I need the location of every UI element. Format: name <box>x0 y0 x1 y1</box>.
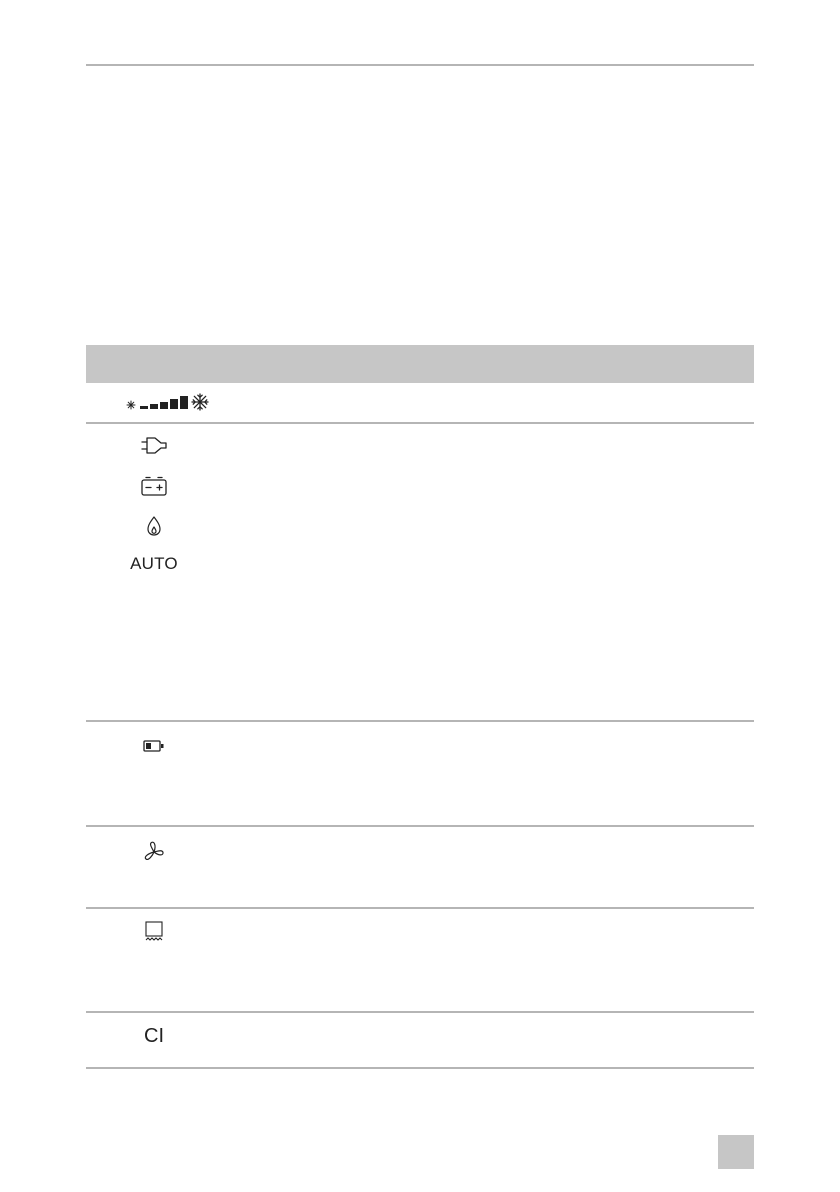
table-header <box>86 345 754 383</box>
plug-icon <box>128 435 180 457</box>
table-row-ci <box>86 1013 754 1069</box>
auto-mode-symbol <box>114 553 194 575</box>
ci-symbol <box>128 1025 180 1047</box>
fan-icon <box>128 841 180 863</box>
top-rule <box>86 64 754 66</box>
table-row-defrost <box>86 909 754 1013</box>
table-row-temperature <box>86 383 754 424</box>
table-row-low-battery <box>86 722 754 827</box>
ci-label: CI <box>144 1024 164 1047</box>
flame-icon <box>128 515 180 537</box>
snowflake-level-bars-icon <box>122 390 212 414</box>
page-number-box <box>718 1135 754 1169</box>
car-battery-icon <box>128 475 180 497</box>
defrost-icon <box>128 921 180 943</box>
symbol-table <box>86 345 754 1069</box>
table-row-power-source <box>86 424 754 722</box>
battery-low-icon <box>128 735 180 757</box>
table-row-fan <box>86 827 754 909</box>
auto-label: AUTO <box>130 554 178 573</box>
